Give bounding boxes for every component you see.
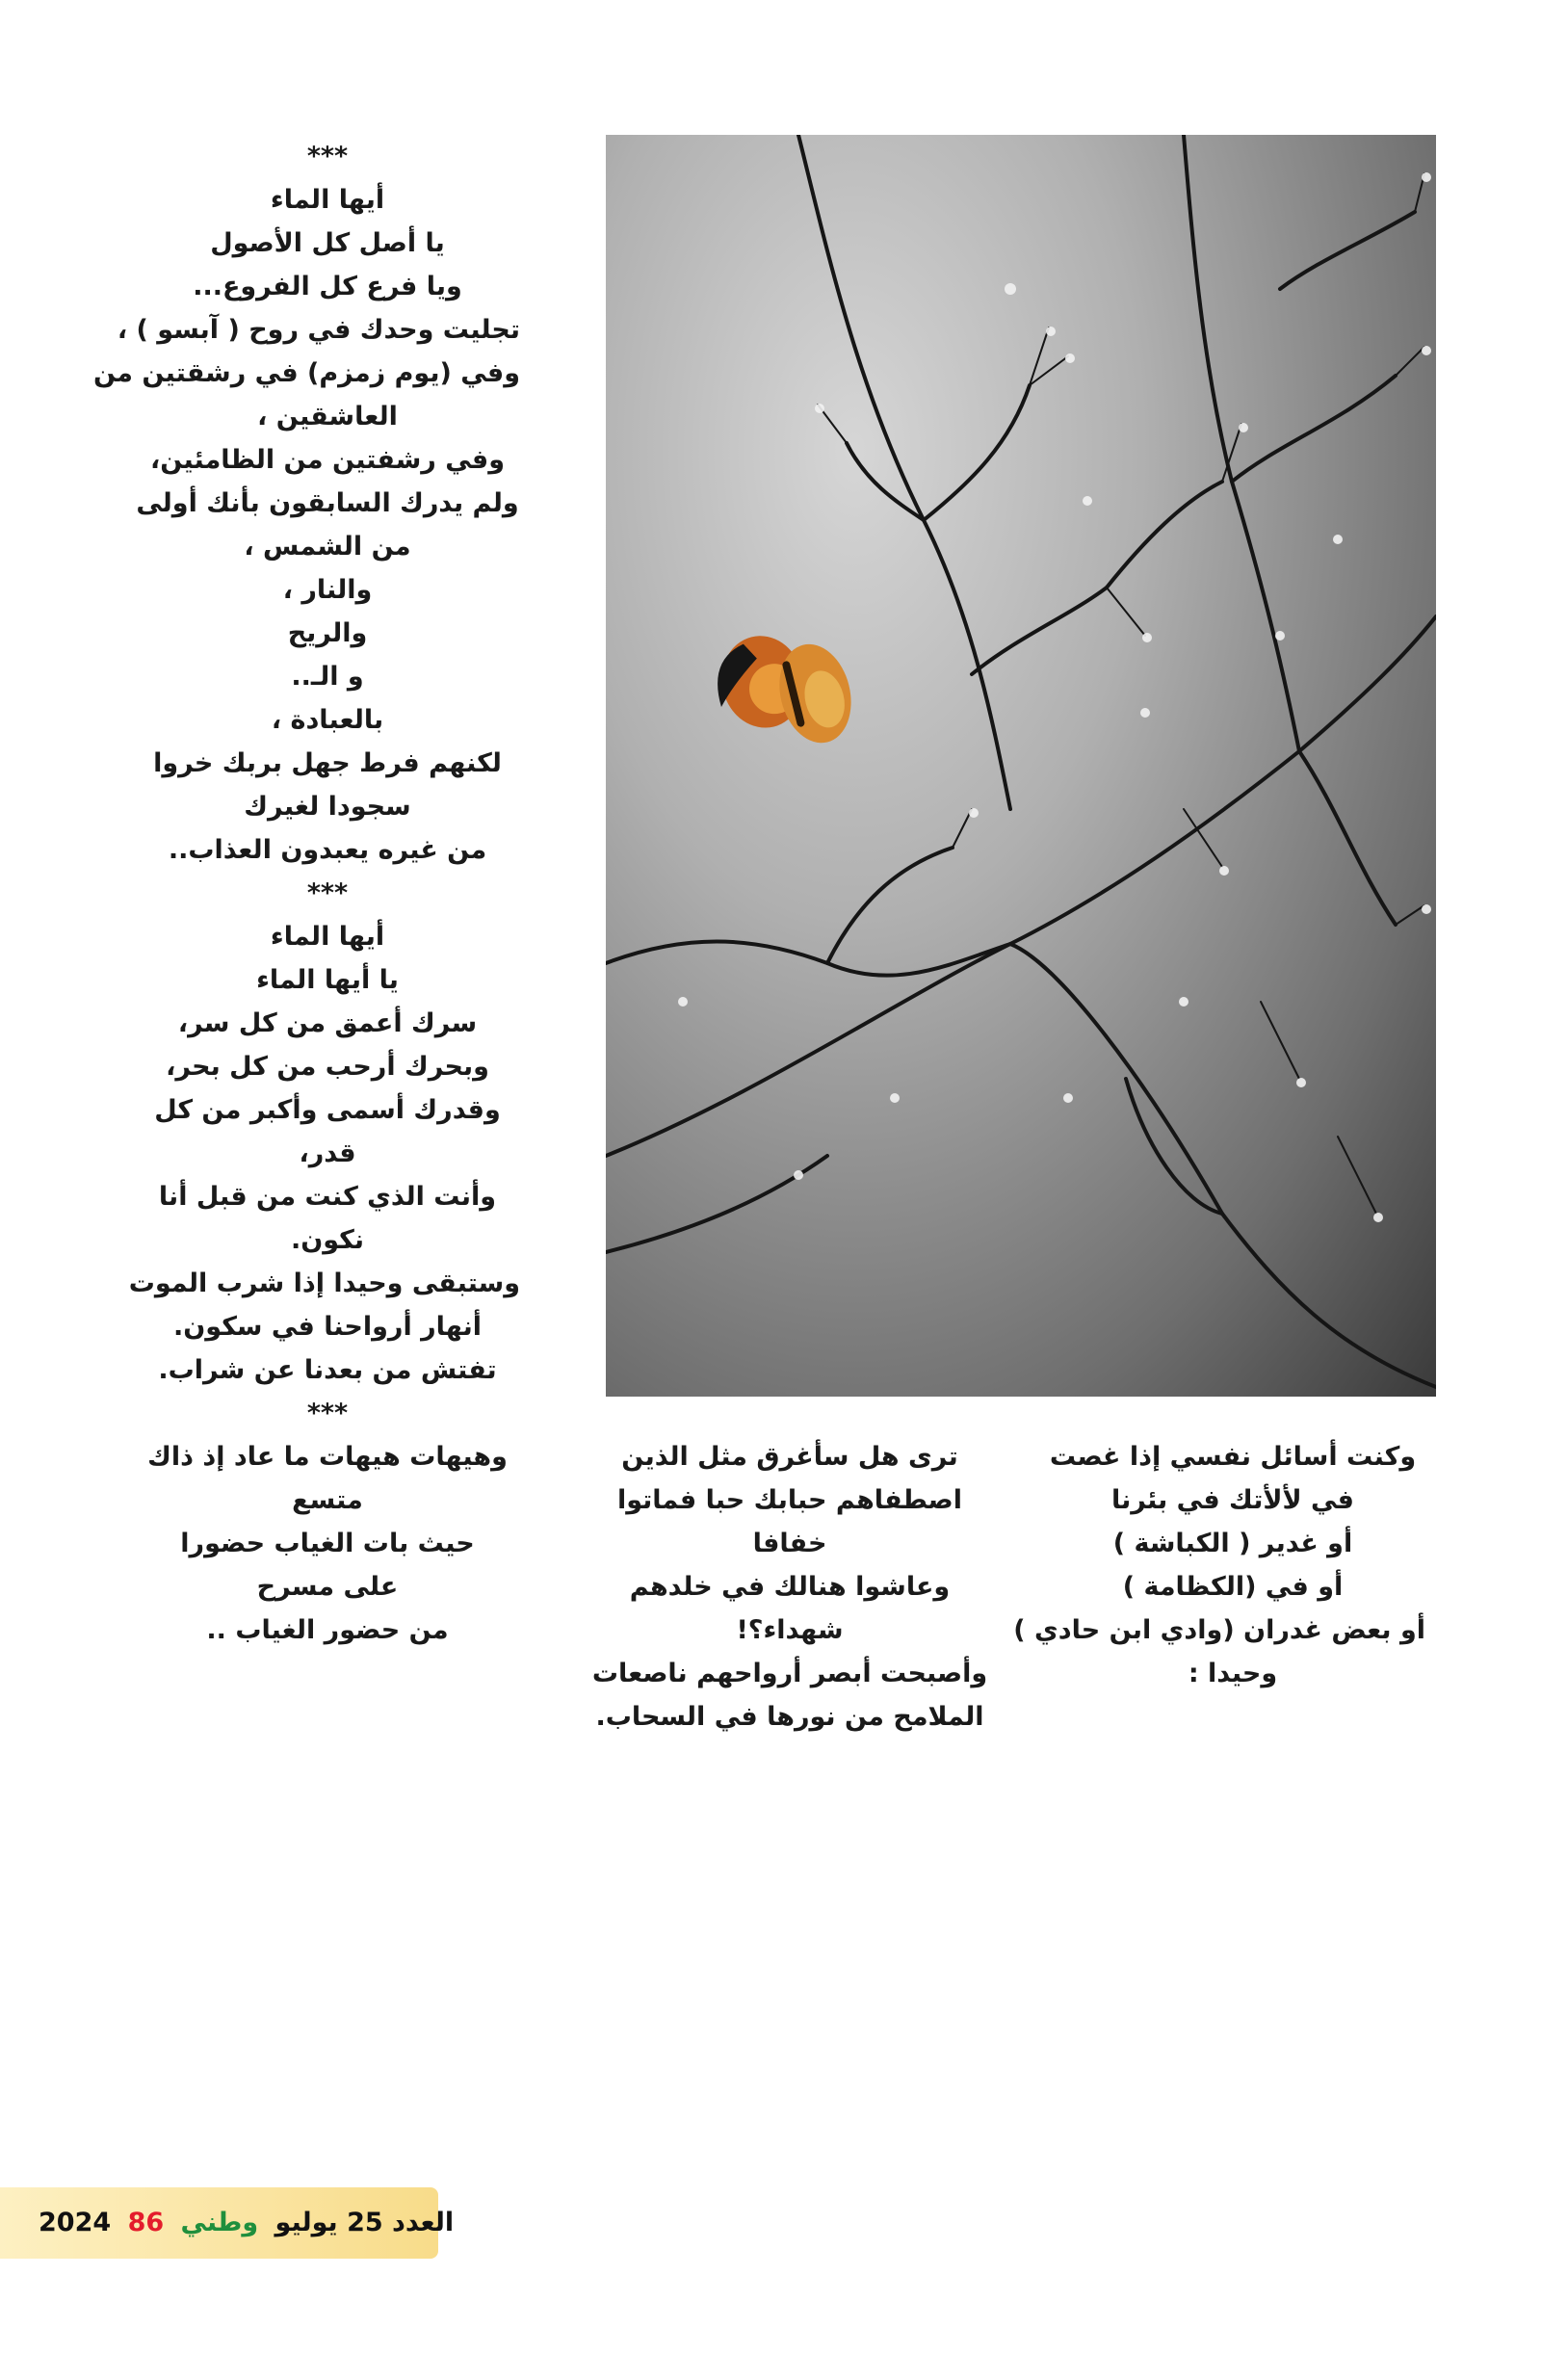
poem-line: أو بعض غدران (وادي ابن حادي )	[1013, 1615, 1425, 1645]
poem-line: يا أصل كل الأصول	[210, 228, 445, 258]
poem-line: خفافا	[752, 1529, 827, 1558]
poem-line: و الـ..	[291, 662, 364, 692]
poem-line: ***	[306, 878, 349, 908]
poem-line: قدر،	[299, 1138, 356, 1168]
poem-line: العاشقين ،	[257, 402, 398, 432]
poem-line: وفي (يوم زمزم) في رشقتين من	[92, 358, 520, 388]
footer-issue: العدد 25 يوليو	[274, 2208, 455, 2237]
poem-line: شهداء؟!	[736, 1615, 844, 1645]
poem-line: والريح	[287, 618, 368, 648]
poem-line: على مسرح	[256, 1572, 399, 1602]
poem-column-right	[1013, 1435, 1425, 1695]
butterfly-branch-photo	[606, 135, 1436, 1397]
footer-page-number: 86	[127, 2208, 165, 2237]
poem-line: أو في (الكظامة )	[1122, 1572, 1344, 1602]
poem-line: وهيهات هيهات ما عاد إذ ذاك	[147, 1442, 508, 1472]
poem-line: في لألأتك في بئرنا	[1111, 1485, 1354, 1515]
poem-line: أنهار أرواحنا في سكون.	[172, 1312, 483, 1342]
branches-illustration	[606, 135, 1436, 1397]
poem-line: ويا فرع كل الفروع...	[193, 272, 462, 301]
poem-line: وفي رشفتين من الظامئين،	[149, 445, 505, 475]
poem-line: ترى هل سأغرق مثل الذين	[621, 1442, 958, 1472]
poem-line: وحيدا :	[1188, 1659, 1278, 1688]
poem-line: ***	[306, 1399, 349, 1428]
poem-line: من الشمس ،	[244, 532, 411, 562]
poem-line: لكنهم فرط جهل بربك خروا	[153, 748, 502, 778]
poem-line: ***	[306, 142, 349, 171]
poem-line: وكنت أسائل نفسي إذا غصت	[1049, 1442, 1417, 1472]
poem-line: أيها الماء	[270, 185, 385, 215]
poem-line: ولم يدرك السابقون بأنك أولى	[136, 488, 519, 518]
poem-line: من غيره يعبدون العذاب..	[168, 835, 487, 865]
poem-line: وقدرك أسمى وأكبر من كل	[154, 1095, 501, 1125]
poem-line: تجليت وحدك في روح ( آبسو ) ،	[117, 315, 520, 345]
poem-line: أو غدير ( الكباشة )	[1112, 1529, 1353, 1558]
poem-line: سرك أعمق من كل سر،	[177, 1008, 478, 1038]
poem-column-left	[92, 135, 520, 1652]
poem-column-middle	[588, 1435, 992, 1739]
butterfly-icon	[707, 617, 861, 766]
poem-line: أيها الماء	[270, 922, 385, 952]
poem-line: من حضور الغياب ..	[206, 1615, 449, 1645]
poem-line: وعاشوا هنالك في خلدهم	[629, 1572, 951, 1602]
poem-line: وستبقى وحيدا إذا شرب الموت	[128, 1268, 520, 1298]
footer-year: 2024	[39, 2208, 112, 2237]
page-footer	[0, 2187, 455, 2259]
poem-line: سجودا لغيرك	[244, 792, 411, 822]
poem-line: بالعبادة ،	[271, 705, 384, 735]
poem-line: متسع	[292, 1485, 363, 1515]
poem-line: الملامح من نورها في السحاب.	[595, 1702, 984, 1732]
poem-line: اصطفاهم حبابك حبا فماتوا	[616, 1485, 963, 1515]
poem-line: نكون.	[290, 1225, 365, 1255]
poem-line: والنار ،	[282, 575, 373, 605]
footer-magazine: وطني	[180, 2208, 259, 2237]
poem-line: وبحرك أرحب من كل بحر،	[166, 1052, 489, 1082]
poem-line: وأنت الذي كنت من قبل أنا	[158, 1182, 497, 1212]
poem-line: يا أيها الماء	[256, 965, 399, 995]
poem-line: حيث بات الغياب حضورا	[180, 1529, 475, 1558]
poem-line: تفتش من بعدنا عن شراب.	[158, 1355, 497, 1385]
poem-line: وأصبحت أبصر أرواحهم ناصعات	[591, 1659, 988, 1688]
